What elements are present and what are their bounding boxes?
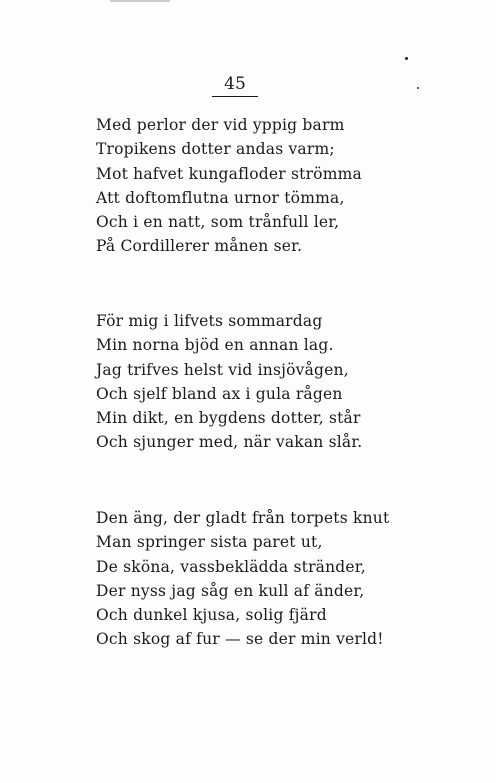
poem-line: Min dikt, en bygdens dotter, står	[96, 409, 361, 428]
poem-line: Tropikens dotter andas varm;	[96, 140, 335, 159]
poem-line: Med perlor der vid yppig barm	[96, 116, 345, 134]
poem-line: Jag trifves helst vid insjövågen,	[96, 360, 349, 379]
page-number: 45	[224, 74, 246, 94]
stanza-2	[96, 309, 456, 455]
ink-speck	[405, 57, 408, 60]
stanza-3	[96, 506, 456, 652]
poem-line: Den äng, der gladt från torpets knut	[96, 509, 390, 527]
poem-line: Och skog af fur — se der min verld!	[96, 630, 384, 649]
poem-line: Och i en natt, som trånfull ler,	[96, 213, 340, 232]
poem-line: Att doftomflutna urnor tömma,	[96, 188, 345, 207]
poem-line: Der nyss jag såg en kull af änder,	[96, 581, 365, 600]
poem-line: Och sjunger med, när vakan slår.	[96, 433, 363, 452]
poem-line: Och dunkel kjusa, solig fjärd	[96, 606, 327, 625]
page-number-rule	[212, 96, 258, 97]
poem-line: Min norna bjöd en annan lag.	[96, 336, 334, 355]
ink-speck	[417, 87, 419, 89]
poem-line: På Cordillerer månen ser.	[96, 237, 303, 256]
poem-line: Och sjelf bland ax i gula rågen	[96, 384, 343, 403]
poem-line: Mot hafvet kungafloder strömma	[96, 164, 362, 183]
stanza-1	[96, 113, 456, 259]
poem-line: Man springer sista paret ut,	[96, 533, 323, 552]
poem-line: För mig i lifvets sommardag	[96, 312, 323, 330]
poem-line: De sköna, vassbeklädda stränder,	[96, 557, 366, 576]
scan-mark	[110, 0, 170, 2]
